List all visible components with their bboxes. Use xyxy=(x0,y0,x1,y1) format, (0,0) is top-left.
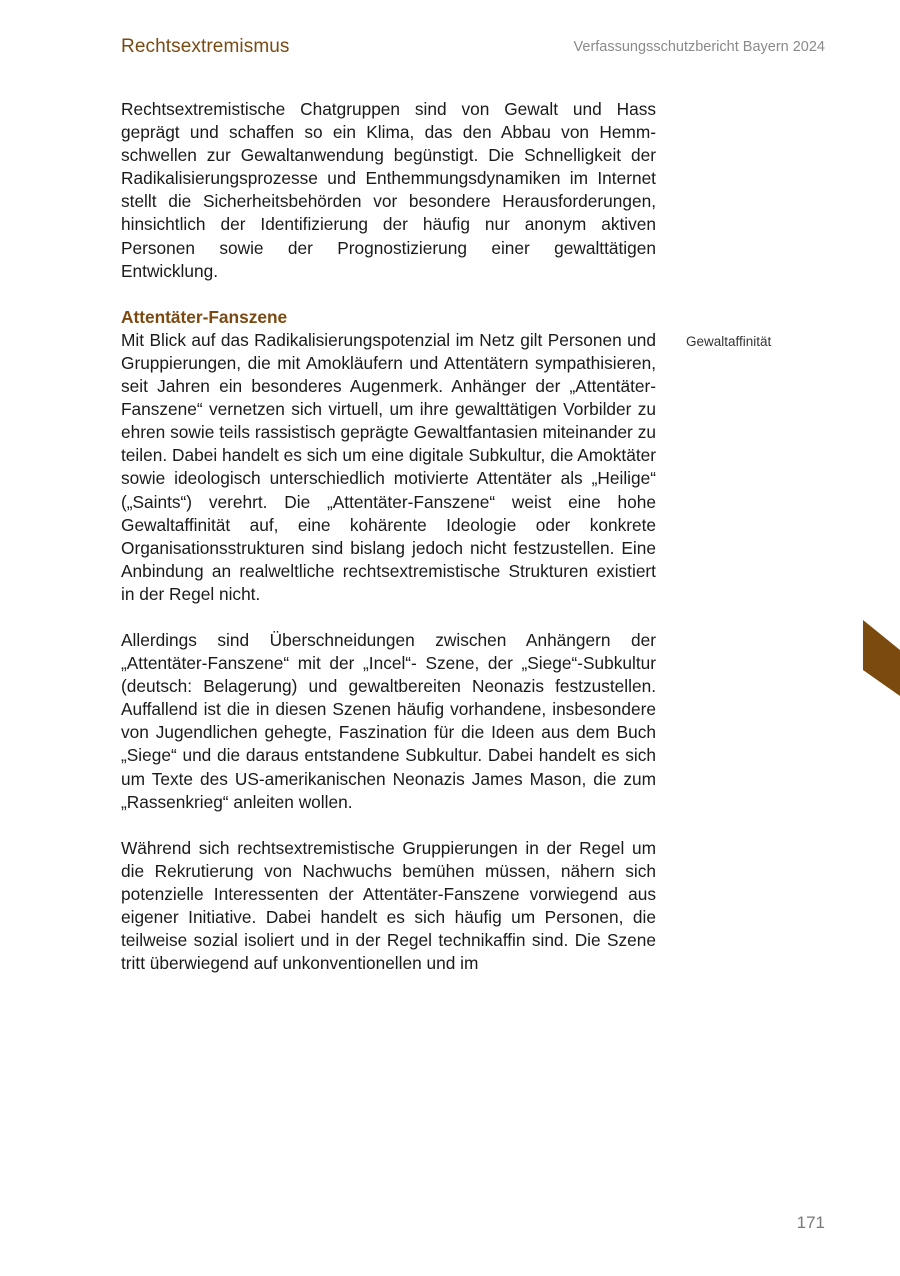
chapter-tab-marker xyxy=(863,620,900,696)
paragraph-radikalisierungspotenzial: Mit Blick auf das Radikalisierungspotenzial im Netz gilt Personen und Gruppierungen, die mit Amokläufern und Attentätern sympathisieren, seit Jahren ein besonderes Augenmerk. Anhänger der „Attentäter-Fanszene“ vernetzen sich virtuell, um ihre gewalttätigen Vorbilder zu ehren sowie teils rassistisch geprägte Gewaltfantasien miteinander zu teilen. Dabei handelt es sich um eine digitale Subkultur, die Amoktäter sowie ideologisch unterschiedlich motivierte Attentäter als „Heilige“ („Saints“) verehrt. Die „Attentäter-Fanszene“ weist eine hohe Gewaltaffinität auf, eine kohärente Ideologie oder konkrete Organisationsstrukturen sind bislang jedoch nicht festzustellen. Eine Anbindung an realweltliche rechtsextremistische Strukturen existiert in der Regel nicht. xyxy=(121,329,656,604)
report-title: Verfassungsschutzbericht Bayern 2024 xyxy=(573,39,825,55)
page-number: 171 xyxy=(796,1213,825,1232)
main-text xyxy=(121,98,656,975)
margin-keyword: Gewaltaffinität xyxy=(686,334,772,349)
paragraph-spacer xyxy=(121,814,656,837)
paragraph-chatgruppen: Rechtsextremistische Chatgruppen sind von Gewalt und Hass geprägt und schaffen so ein Klima, das den Abbau von Hemmschwellen zur Gewaltanwendung begünstigt. Die Schnelligkeit der Radikalisierungsprozesse und Enthemmungsdynamiken im Internet stellt die Sicherheitsbehörden vor besondere Herausforderungen, hinsichtlich der Identifizierung der häufig nur anonym aktiven Personen sowie der Prognostizierung einer gewalttätigen Entwicklung. xyxy=(121,99,656,281)
paragraph-ueberschneidungen: Allerdings sind Überschneidungen zwischen Anhängern der „Attentäter-Fanszene“ mit der „Incel“- Szene, der „Siege“-Subkultur (deutsch: Belagerung) und gewaltbereiten Neonazis festzustellen. Auffallend ist die in diesen Szenen häufig vorhandene, insbesondere von Jugendlichen gehegte, Faszination für die Ideen aus dem Buch „Siege“ und die daraus entstandene Subkultur. Dabei handelt es sich um Texte des US-amerikanischen Neonazis James Mason, die zum „Rassenkrieg“ anleiten wollen. xyxy=(121,629,656,812)
section-heading: Attentäter-Fanszene xyxy=(121,306,288,327)
paragraph-spacer xyxy=(121,606,656,629)
paragraph-spacer xyxy=(121,283,656,306)
paragraph-rekrutierung: Während sich rechtsextremistische Gruppierungen in der Regel um die Rekrutierung von Nachwuchs bemühen müssen, nähern sich potenzielle Interessenten der Attentäter-Fanszene vorwiegend aus eigener Initiative. Dabei handelt es sich häufig um Personen, die teilweise sozial isoliert und in der Regel technikaffin sind. Die Szene tritt überwiegend auf unkonventionellen und im xyxy=(121,837,656,974)
chapter-title: Rechtsextremismus xyxy=(121,36,290,57)
tab-marker-shape xyxy=(863,620,900,696)
